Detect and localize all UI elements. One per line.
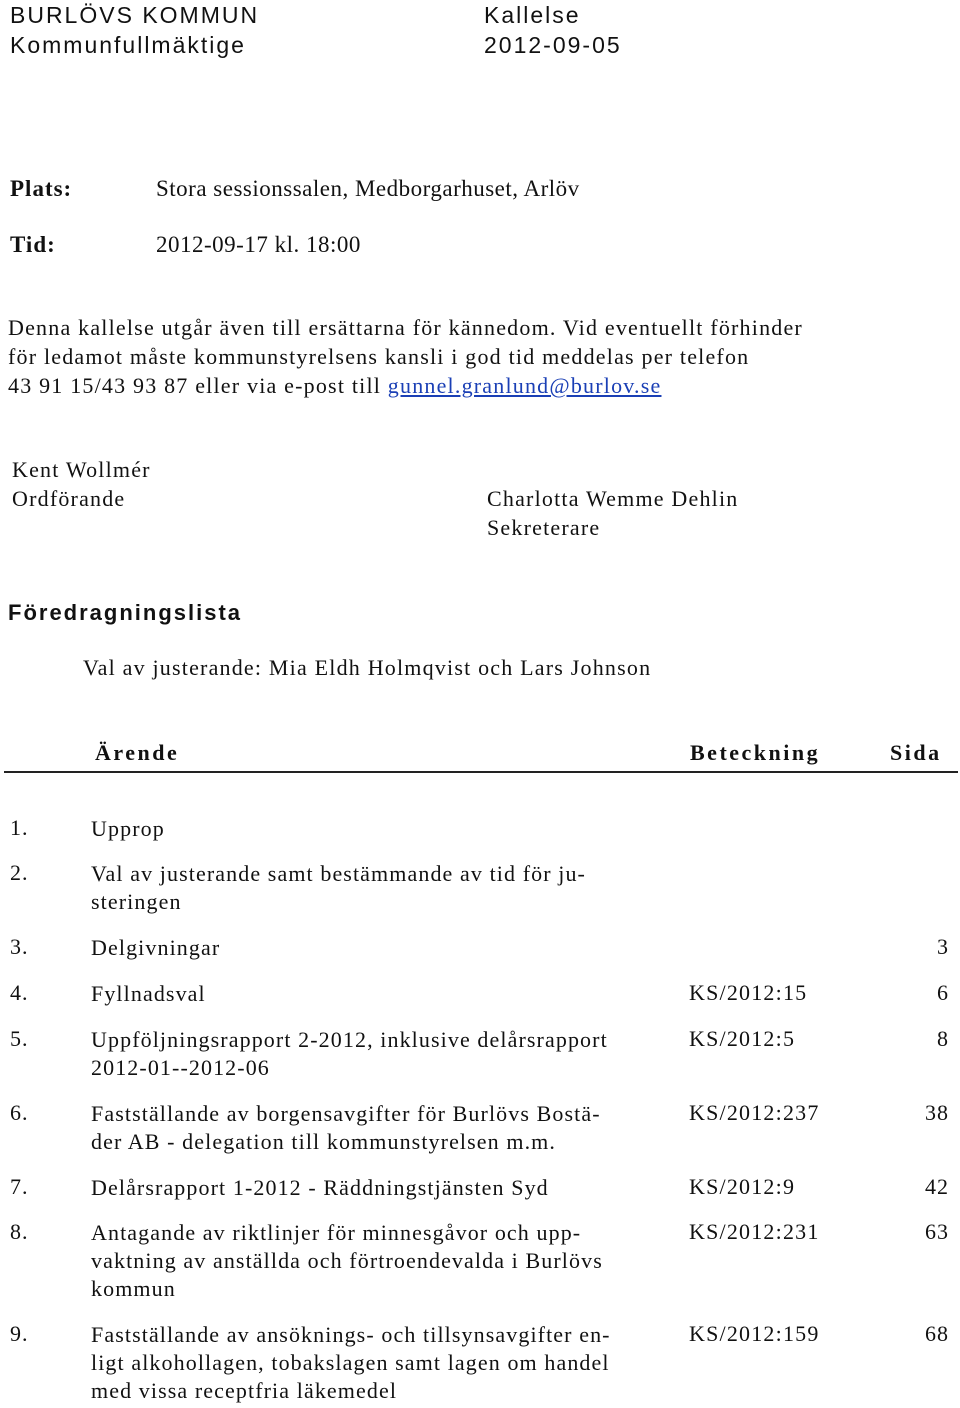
agenda-item-number: 4. — [10, 980, 29, 1005]
agenda-item-page: 6 — [937, 980, 949, 1005]
column-header-reference: Beteckning — [690, 740, 821, 765]
organization-name: BURLÖVS KOMMUN — [10, 2, 260, 28]
agenda-item-number: 3. — [10, 934, 29, 959]
notice-line-3-text: 43 91 15/43 93 87 eller via e-post till — [8, 373, 388, 398]
agenda-item-title: Antagande av riktlinjer för minnesgåvor och upp- vaktning av anställda och förtroendevalda i Burlövs kommun — [91, 1220, 603, 1301]
agenda-item-title: Delårsrapport 1-2012 - Räddningstjänsten Syd — [91, 1175, 549, 1200]
agenda-item-reference: KS/2012:231 — [689, 1219, 820, 1244]
agenda-item-page: 8 — [937, 1026, 949, 1051]
agenda-item-number: 1. — [10, 815, 29, 840]
agenda-title: Föredragningslista — [8, 600, 243, 625]
assembly-name: Kommunfullmäktige — [10, 32, 246, 58]
agenda-item-page: 68 — [925, 1321, 949, 1346]
place-label: Plats: — [10, 176, 73, 201]
agenda-item-title: Val av justerande samt bestämmande av tid för ju- steringen — [91, 861, 586, 914]
agenda-item-reference: KS/2012:5 — [689, 1026, 796, 1051]
secretary-signature — [487, 484, 739, 542]
notice-line-2: för ledamot måste kommunstyrelsens kansli i god tid meddelas per telefon — [8, 344, 750, 369]
agenda-item-page: 38 — [925, 1100, 949, 1125]
adjusters-line: Val av justerande: Mia Eldh Holmqvist och Lars Johnson — [83, 655, 652, 680]
place-value: Stora sessionssalen, Medborgarhuset, Arlöv — [156, 176, 580, 201]
agenda-item-title: Fyllnadsval — [91, 981, 206, 1006]
document-date: 2012-09-05 — [484, 32, 622, 58]
agenda-item-title: Delgivningar — [91, 935, 221, 960]
agenda-item-title: Uppföljningsrapport 2-2012, inklusive delårsrapport 2012-01--2012-06 — [91, 1027, 608, 1080]
notice-line-3 — [8, 371, 803, 400]
header-divider — [4, 771, 958, 773]
agenda-item-number: 9. — [10, 1321, 29, 1346]
agenda-item-number: 7. — [10, 1174, 29, 1199]
agenda-item-title: Upprop — [91, 816, 165, 841]
agenda-item-number: 2. — [10, 860, 29, 885]
email-link[interactable]: gunnel.granlund@burlov.se — [387, 373, 662, 398]
document-type: Kallelse — [484, 2, 581, 28]
time-label: Tid: — [10, 232, 56, 257]
agenda-item-reference: KS/2012:15 — [689, 980, 808, 1005]
agenda-item-reference: KS/2012:237 — [689, 1100, 820, 1125]
agenda-item-reference: KS/2012:159 — [689, 1321, 820, 1346]
agenda-item-page: 42 — [925, 1174, 949, 1199]
secretary-title: Sekreterare — [487, 515, 601, 540]
notice-line-1: Denna kallelse utgår även till ersättarna för kännedom. Vid eventuellt förhinder — [8, 315, 803, 340]
chair-signature — [12, 455, 151, 513]
agenda-item-page: 63 — [925, 1219, 949, 1244]
agenda-item-page: 3 — [937, 934, 949, 959]
agenda-item-reference: KS/2012:9 — [689, 1174, 796, 1199]
agenda-item-title: Fastställande av borgensavgifter för Burlövs Bostä- der AB - delegation till kommunstyrelsen m.m. — [91, 1101, 601, 1154]
time-value: 2012-09-17 kl. 18:00 — [156, 232, 361, 257]
notice-paragraph — [8, 313, 803, 400]
agenda-item-number: 6. — [10, 1100, 29, 1125]
agenda-item-number: 8. — [10, 1219, 29, 1244]
column-header-matter: Ärende — [95, 740, 180, 765]
secretary-name: Charlotta Wemme Dehlin — [487, 486, 739, 511]
agenda-item-number: 5. — [10, 1026, 29, 1051]
column-header-page: Sida — [890, 740, 942, 765]
agenda-item-title: Fastställande av ansöknings- och tillsynsavgifter en- ligt alkohollagen, tobakslagen samt lagen om handel med vissa receptfria läkemedel — [91, 1322, 611, 1403]
chair-title: Ordförande — [12, 486, 126, 511]
chair-name: Kent Wollmér — [12, 457, 151, 482]
